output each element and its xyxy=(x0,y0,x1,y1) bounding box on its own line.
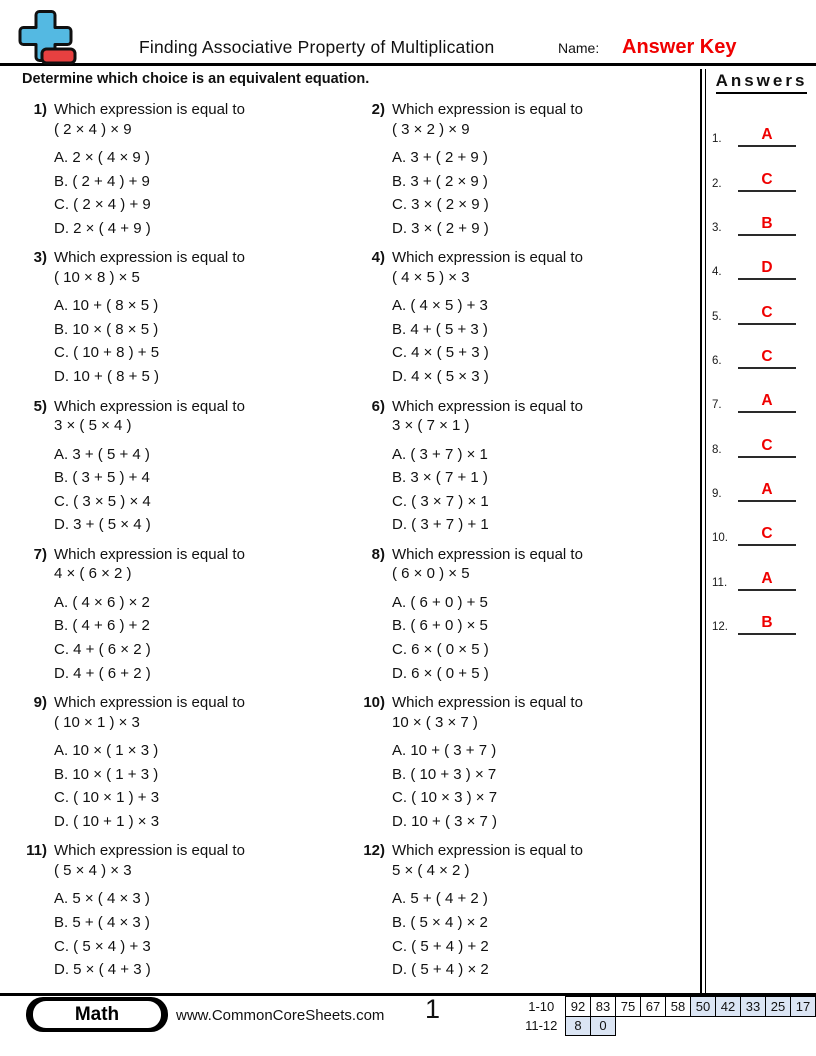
question-body xyxy=(54,248,362,396)
math-badge-label: Math xyxy=(33,1001,161,1028)
score-cell: 33 xyxy=(741,997,766,1017)
choice-b: B. 10 × ( 1 + 3 ) xyxy=(54,765,159,783)
score-cell: 42 xyxy=(716,997,741,1017)
question-expression: 3 × ( 7 × 1 ) xyxy=(392,417,470,435)
question-expression: ( 6 × 0 ) × 5 xyxy=(392,565,470,583)
question-body xyxy=(392,248,696,396)
question xyxy=(24,248,362,396)
score-row-11-12 xyxy=(518,1016,816,1036)
choice-list xyxy=(392,146,696,240)
choice-d: D. 10 + ( 8 + 5 ) xyxy=(54,368,160,386)
score-cell: 67 xyxy=(641,997,666,1017)
question xyxy=(362,248,696,396)
answer-blank-line xyxy=(738,258,796,280)
answer-letter: A xyxy=(761,481,773,499)
answer-number: 2. xyxy=(712,177,722,190)
answer-number: 4. xyxy=(712,266,722,279)
answer-letter: C xyxy=(761,525,773,543)
instruction-text: Determine which choice is an equivalent equation. xyxy=(22,71,370,87)
question-expression: ( 10 × 8 ) × 5 xyxy=(54,268,140,286)
question xyxy=(24,841,362,989)
choice-d: D. 5 × ( 4 + 3 ) xyxy=(54,961,151,979)
question-expression: 10 × ( 3 × 7 ) xyxy=(392,713,478,731)
score-cell: 50 xyxy=(691,997,716,1017)
answer-blank-line xyxy=(738,214,796,236)
question xyxy=(24,100,362,248)
choice-b: B. 10 × ( 8 × 5 ) xyxy=(54,320,159,338)
question-number: 10) xyxy=(363,694,385,712)
question-body xyxy=(54,841,362,989)
question-expression: ( 4 × 5 ) × 3 xyxy=(392,268,470,286)
question-number: 9) xyxy=(33,694,47,712)
answer-number: 6. xyxy=(712,355,722,368)
answer-item xyxy=(712,280,816,324)
answer-letter: A xyxy=(761,392,773,410)
choice-d: D. 4 + ( 6 + 2 ) xyxy=(54,664,151,682)
choice-b: B. 4 + ( 5 + 3 ) xyxy=(392,320,488,338)
choice-c: C. ( 5 + 4 ) + 2 xyxy=(392,937,489,955)
question-body xyxy=(392,545,696,693)
questions-grid xyxy=(24,100,696,990)
choice-list xyxy=(54,739,362,833)
choice-a: A. ( 6 + 0 ) + 5 xyxy=(392,593,488,611)
choice-a: A. ( 3 + 7 ) × 1 xyxy=(392,445,488,463)
answer-letter: B xyxy=(761,614,773,632)
question-expression: ( 3 × 2 ) × 9 xyxy=(392,120,470,138)
answer-blank-line xyxy=(738,125,796,147)
answer-item xyxy=(712,458,816,502)
choice-list xyxy=(54,591,362,685)
question-prompt: Which expression is equal to xyxy=(54,397,245,415)
answer-letter: C xyxy=(761,348,773,366)
choice-d: D. 4 × ( 5 × 3 ) xyxy=(392,368,489,386)
question-number: 7) xyxy=(33,545,47,563)
question-expression: 5 × ( 4 × 2 ) xyxy=(392,861,470,879)
worksheet-title: Finding Associative Property of Multiplication xyxy=(139,37,495,57)
choice-d: D. 10 + ( 3 × 7 ) xyxy=(392,812,498,830)
score-cell: 83 xyxy=(591,997,616,1017)
choice-c: C. ( 10 × 1 ) + 3 xyxy=(54,789,160,807)
choice-a: A. 5 × ( 4 × 3 ) xyxy=(54,890,150,908)
choice-d: D. ( 3 + 7 ) + 1 xyxy=(392,516,489,534)
answer-number: 1. xyxy=(712,133,722,146)
choice-list xyxy=(392,294,696,388)
choice-a: A. 5 + ( 4 + 2 ) xyxy=(392,890,488,908)
answer-letter: B xyxy=(761,215,773,233)
question-body xyxy=(54,545,362,693)
answer-letter: D xyxy=(761,259,773,277)
question-number: 5) xyxy=(33,397,47,415)
answer-item xyxy=(712,103,816,147)
choice-c: C. 4 + ( 6 × 2 ) xyxy=(54,641,151,659)
answer-letter: A xyxy=(761,569,773,587)
choice-a: A. ( 4 × 6 ) × 2 xyxy=(54,593,150,611)
question xyxy=(362,397,696,545)
answers-separator-line xyxy=(705,69,707,993)
question-number: 4) xyxy=(371,249,385,267)
score-cell: 0 xyxy=(591,1016,616,1036)
question-prompt: Which expression is equal to xyxy=(54,694,245,712)
answers-panel xyxy=(707,68,816,993)
question-expression: 3 × ( 5 × 4 ) xyxy=(54,417,132,435)
question xyxy=(362,693,696,841)
choice-a: A. 10 + ( 8 × 5 ) xyxy=(54,297,159,315)
choice-d: D. ( 10 + 1 ) × 3 xyxy=(54,812,160,830)
answer-number: 3. xyxy=(712,222,722,235)
choice-b: B. ( 5 × 4 ) × 2 xyxy=(392,914,488,932)
choice-a: A. 2 × ( 4 × 9 ) xyxy=(54,149,150,166)
choice-a: A. 3 + ( 5 + 4 ) xyxy=(54,445,150,463)
answer-blank-line xyxy=(738,436,796,458)
answer-item xyxy=(712,413,816,457)
choice-list xyxy=(392,443,696,537)
choice-a: A. 3 + ( 2 + 9 ) xyxy=(392,149,488,166)
question-prompt: Which expression is equal to xyxy=(54,842,245,860)
question-prompt: Which expression is equal to xyxy=(392,249,583,267)
question-prompt: Which expression is equal to xyxy=(392,842,583,860)
choice-b: B. 3 + ( 2 × 9 ) xyxy=(392,172,488,190)
choice-b: B. ( 2 + 4 ) + 9 xyxy=(54,172,150,190)
answer-letter: C xyxy=(761,170,773,188)
answer-item xyxy=(712,502,816,546)
answer-number: 7. xyxy=(712,399,722,412)
commoncoresheets-plus-logo-icon xyxy=(18,8,78,66)
choice-b: B. 3 × ( 7 + 1 ) xyxy=(392,469,488,487)
answer-item xyxy=(712,325,816,369)
choice-b: B. 5 + ( 4 × 3 ) xyxy=(54,914,150,932)
question xyxy=(24,693,362,841)
name-label: Name: xyxy=(558,40,600,56)
choice-d: D. 2 × ( 4 + 9 ) xyxy=(54,219,151,237)
question-number: 2) xyxy=(371,101,385,118)
question-prompt: Which expression is equal to xyxy=(54,101,245,118)
choice-c: C. ( 3 × 5 ) × 4 xyxy=(54,492,151,510)
choice-b: B. ( 6 + 0 ) × 5 xyxy=(392,617,488,635)
choice-c: C. ( 2 × 4 ) + 9 xyxy=(54,196,151,214)
answer-blank-line xyxy=(738,524,796,546)
question-body xyxy=(392,397,696,545)
choice-a: A. 10 + ( 3 + 7 ) xyxy=(392,742,497,760)
choice-d: D. 3 × ( 2 + 9 ) xyxy=(392,219,489,237)
answer-number: 11. xyxy=(712,576,728,589)
choice-c: C. 3 × ( 2 × 9 ) xyxy=(392,196,489,214)
answer-item xyxy=(712,546,816,590)
answer-number: 12. xyxy=(712,621,728,634)
page-number: 1 xyxy=(425,994,441,1024)
answers-title: Answers xyxy=(716,71,808,94)
answer-number: 10. xyxy=(712,532,728,545)
choice-d: D. ( 5 + 4 ) × 2 xyxy=(392,961,489,979)
question-number: 8) xyxy=(371,545,385,563)
question-prompt: Which expression is equal to xyxy=(392,397,583,415)
answer-blank-line xyxy=(738,170,796,192)
answer-number: 5. xyxy=(712,310,722,323)
question-body xyxy=(54,100,362,248)
answer-letter: C xyxy=(761,303,773,321)
question xyxy=(362,100,696,248)
score-cell: 58 xyxy=(666,997,691,1017)
question-body xyxy=(392,100,696,248)
question-prompt: Which expression is equal to xyxy=(392,545,583,563)
answer-item xyxy=(712,236,816,280)
question-prompt: Which expression is equal to xyxy=(54,545,245,563)
choice-a: A. ( 4 × 5 ) + 3 xyxy=(392,297,488,315)
answer-number: 9. xyxy=(712,488,722,501)
website-url: www.CommonCoreSheets.com xyxy=(176,1007,385,1024)
choice-b: B. ( 10 + 3 ) × 7 xyxy=(392,765,497,783)
answer-blank-line xyxy=(738,347,796,369)
choice-b: B. ( 4 + 6 ) + 2 xyxy=(54,617,150,635)
answer-item xyxy=(712,369,816,413)
score-cell: 8 xyxy=(566,1016,591,1036)
question-prompt: Which expression is equal to xyxy=(392,101,583,118)
score-table xyxy=(518,996,816,1036)
answer-item xyxy=(712,192,816,236)
question-number: 12) xyxy=(363,842,385,860)
choice-c: C. ( 10 × 3 ) × 7 xyxy=(392,789,498,807)
choice-list xyxy=(54,443,362,537)
answer-blank-line xyxy=(738,480,796,502)
score-row-label: 11-12 xyxy=(525,1018,558,1034)
choice-c: C. ( 5 × 4 ) + 3 xyxy=(54,937,151,955)
choice-d: D. 6 × ( 0 + 5 ) xyxy=(392,664,489,682)
choice-c: C. 4 × ( 5 + 3 ) xyxy=(392,344,489,362)
question xyxy=(362,545,696,693)
answer-key-text: Answer Key xyxy=(622,36,737,58)
answer-item xyxy=(712,147,816,191)
choice-c: C. ( 3 × 7 ) × 1 xyxy=(392,492,489,510)
question-body xyxy=(392,841,696,989)
answers-separator-line xyxy=(700,69,702,993)
choice-list xyxy=(392,739,696,833)
choice-list xyxy=(54,146,362,240)
question-body xyxy=(54,693,362,841)
score-row-1-10 xyxy=(518,997,816,1017)
question-expression: ( 5 × 4 ) × 3 xyxy=(54,861,132,879)
answers-list xyxy=(707,103,816,635)
question-prompt: Which expression is equal to xyxy=(392,694,583,712)
question-expression: ( 2 × 4 ) × 9 xyxy=(54,120,132,138)
question-number: 11) xyxy=(26,842,47,860)
answer-blank-line xyxy=(738,391,796,413)
question-expression: 4 × ( 6 × 2 ) xyxy=(54,565,132,583)
choice-b: B. ( 3 + 5 ) + 4 xyxy=(54,469,150,487)
choice-list xyxy=(392,887,696,981)
question-number: 6) xyxy=(371,397,385,415)
answer-number: 8. xyxy=(712,443,722,456)
question-number: 3) xyxy=(33,249,47,267)
choice-list xyxy=(392,591,696,685)
answer-blank-line xyxy=(738,569,796,591)
choice-c: C. 6 × ( 0 × 5 ) xyxy=(392,641,489,659)
math-badge xyxy=(26,997,168,1032)
choice-c: C. ( 10 + 8 ) + 5 xyxy=(54,344,160,362)
answer-item xyxy=(712,591,816,635)
question-body xyxy=(392,693,696,841)
header xyxy=(0,0,816,66)
question-body xyxy=(54,397,362,545)
question xyxy=(24,397,362,545)
question xyxy=(362,841,696,989)
answer-letter: C xyxy=(761,436,773,454)
question-prompt: Which expression is equal to xyxy=(54,249,245,267)
question-number: 1) xyxy=(33,101,47,118)
score-row-label: 1-10 xyxy=(528,998,555,1014)
score-cell: 92 xyxy=(566,997,591,1017)
question-expression: ( 10 × 1 ) × 3 xyxy=(54,713,140,731)
choice-a: A. 10 × ( 1 × 3 ) xyxy=(54,742,159,760)
score-cell: 75 xyxy=(616,997,641,1017)
choice-list xyxy=(54,294,362,388)
answer-blank-line xyxy=(738,613,796,635)
choice-d: D. 3 + ( 5 × 4 ) xyxy=(54,516,151,534)
score-cell: 17 xyxy=(791,997,816,1017)
answer-blank-line xyxy=(738,303,796,325)
choice-list xyxy=(54,887,362,981)
question xyxy=(24,545,362,693)
score-cell: 25 xyxy=(766,997,791,1017)
answer-letter: A xyxy=(761,126,773,144)
